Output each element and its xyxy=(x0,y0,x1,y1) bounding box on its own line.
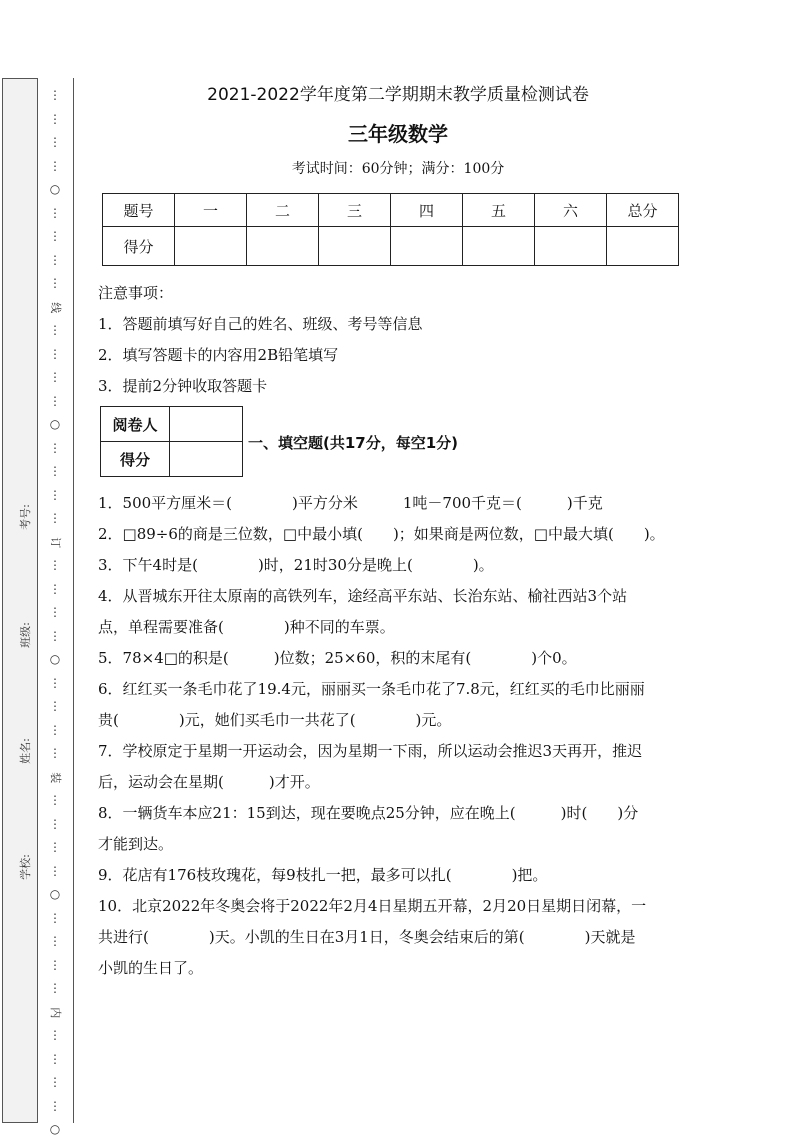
seal-char-nei: 内 xyxy=(48,1006,62,1018)
reviewer-field[interactable] xyxy=(170,407,243,442)
seal-line-strip xyxy=(38,78,74,1136)
section-heading: 一、填空题(共17分，每空1分) xyxy=(248,434,459,452)
class-label: 班级: xyxy=(18,622,32,648)
question-line: 2．□89÷6的商是三位数，□中最小填( )；如果商是两位数，□中最大填( )。 xyxy=(98,525,665,543)
reviewer-score-field[interactable] xyxy=(170,442,243,477)
question-line: 点，单程需要准备( )种不同的车票。 xyxy=(98,618,395,636)
score-cell[interactable] xyxy=(463,227,535,266)
notes-title: 注意事项： xyxy=(98,284,174,302)
question-line: 后，运动会在星期( )才开。 xyxy=(98,773,320,791)
seal-char-xian: 线 xyxy=(48,301,62,313)
question-line: 10．北京2022年冬奥会将于2022年2月4日星期五开幕，2月20日星期日闭幕，一 xyxy=(98,897,647,915)
score-header-cell: 六 xyxy=(535,194,607,227)
reviewer-box xyxy=(100,406,243,477)
score-header-cell: 总分 xyxy=(607,194,679,227)
question-line: 9．花店有176枝玫瑰花，每9枝扎一把，最多可以扎( )把。 xyxy=(98,866,548,884)
score-header-cell: 题号 xyxy=(103,194,175,227)
question-line: 7．学校原定于星期一开运动会，因为星期一下雨，所以运动会推迟3天再开，推迟 xyxy=(98,742,643,760)
note-item: 2．填写答题卡的内容用2B铅笔填写 xyxy=(98,346,339,364)
question-line: 6．红红买一条毛巾花了19.4元，丽丽买一条毛巾花了7.8元，红红买的毛巾比丽丽 xyxy=(98,680,645,698)
question-line: 共进行( )天。小凯的生日在3月1日，冬奥会结束后的第( )天就是 xyxy=(98,928,636,946)
question-line: 1．500平方厘米＝( )平方分米 1吨－700千克＝( )千克 xyxy=(98,494,603,512)
question-line: 8．一辆货车本应21：15到达，现在要晚点25分钟，应在晚上( )时( )分 xyxy=(98,804,639,822)
question-line: 小凯的生日了。 xyxy=(98,959,204,977)
score-cell[interactable] xyxy=(535,227,607,266)
exam-subtitle: 三年级数学 xyxy=(348,122,448,146)
score-cell[interactable] xyxy=(607,227,679,266)
score-table-score-row xyxy=(103,227,679,266)
binding-margin xyxy=(2,78,38,1123)
score-header-cell: 三 xyxy=(319,194,391,227)
question-line: 才能到达。 xyxy=(98,835,174,853)
question-line: 3．下午4时是( )时，21时30分是晚上( )。 xyxy=(98,556,494,574)
score-cell[interactable] xyxy=(319,227,391,266)
seal-line-dots: ⋮ ⋮ ⋮ ⋮ ○ ⋮ ⋮ ⋮ ⋮ 线 ⋮ ⋮ ⋮ ⋮ ○ ⋮ ⋮ ⋮ ⋮ 订 ⋮ ⋮ ⋮ ⋮ ○ ⋮ ⋮ ⋮ ⋮ 装 ⋮ ⋮ ⋮ ⋮ ○ ⋮ ⋮ ⋮ ⋮ 内 ⋮ ⋮ ⋮ ⋮ ○ xyxy=(49,84,61,1142)
score-table xyxy=(102,193,679,266)
seal-char-ding: 订 xyxy=(48,536,62,548)
score-cell[interactable] xyxy=(391,227,463,266)
question-line: 4．从晋城东开往太原南的高铁列车，途经高平东站、长治东站、榆社西站3个站 xyxy=(98,587,628,605)
exam-number-label: 考号: xyxy=(18,504,32,530)
score-header-cell: 五 xyxy=(463,194,535,227)
question-line: 5．78×4□的积是( )位数；25×60，积的末尾有( )个0。 xyxy=(98,649,577,667)
score-cell[interactable] xyxy=(247,227,319,266)
score-row-label: 得分 xyxy=(103,227,175,266)
score-table-header-row xyxy=(103,194,679,227)
reviewer-score-label: 得分 xyxy=(101,442,170,477)
seal-char-zhuang: 装 xyxy=(48,771,62,783)
score-header-cell: 四 xyxy=(391,194,463,227)
score-header-cell: 二 xyxy=(247,194,319,227)
reviewer-label: 阅卷人 xyxy=(101,407,170,442)
note-item: 3．提前2分钟收取答题卡 xyxy=(98,377,268,395)
name-label: 姓名: xyxy=(18,738,32,764)
question-line: 贵( )元，她们买毛巾一共花了( )元。 xyxy=(98,711,452,729)
score-cell[interactable] xyxy=(175,227,247,266)
score-header-cell: 一 xyxy=(175,194,247,227)
school-label: 学校: xyxy=(18,854,32,880)
note-item: 1．答题前填写好自己的姓名、班级、考号等信息 xyxy=(98,315,423,333)
exam-info: 考试时间：60分钟；满分：100分 xyxy=(291,161,505,177)
exam-title: 2021-2022学年度第二学期期末教学质量检测试卷 xyxy=(207,85,589,105)
